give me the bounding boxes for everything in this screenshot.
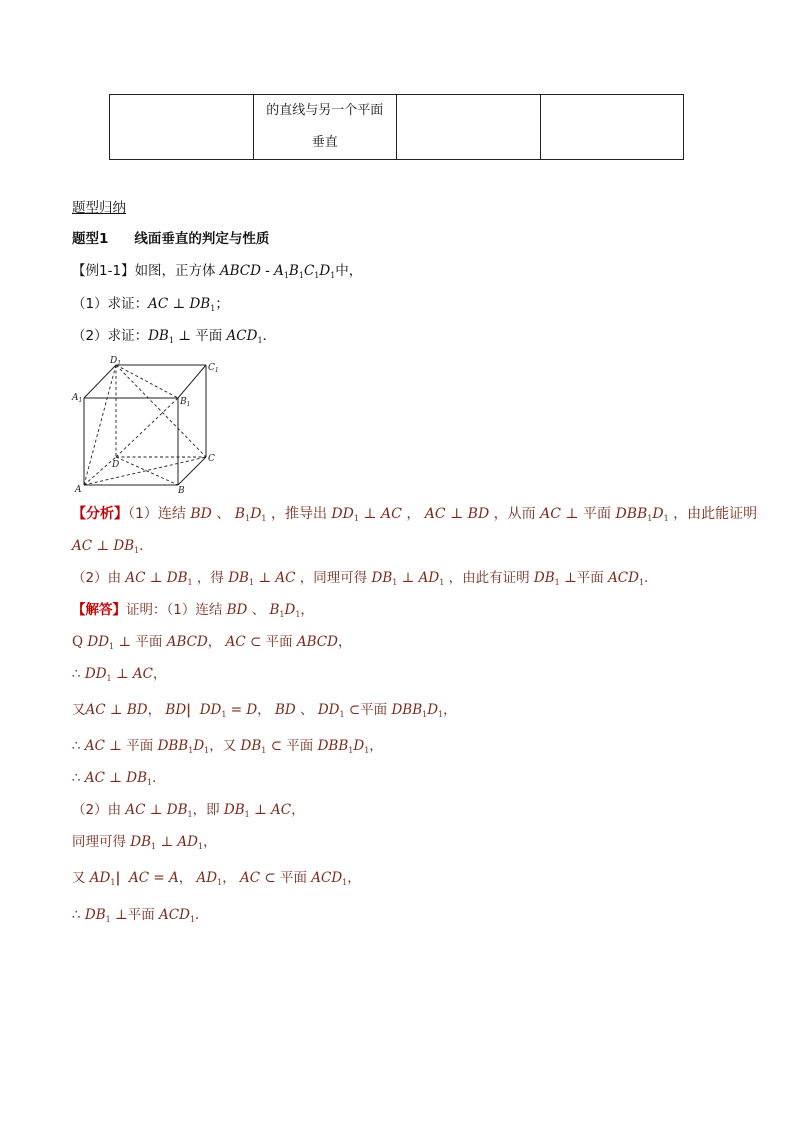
label-d: D: [112, 460, 120, 470]
table-cell: [540, 95, 684, 160]
analysis-text: ，从而: [493, 506, 536, 522]
property-table-fragment: [109, 94, 684, 160]
solution-text: 证明：（1）连结: [126, 602, 223, 618]
solution-line-6: ∴ AC ⊥ $DB_1$．: [72, 770, 166, 787]
plane-word: 平面: [135, 634, 163, 650]
solution-line-7: （2）由 AC ⊥ $DB_1$，即 $DB_1$ ⊥ AC，: [72, 802, 305, 819]
table-row: [110, 95, 684, 160]
label-b: B: [178, 486, 185, 496]
plane-word: 平面: [126, 738, 154, 754]
analysis-text: ，: [406, 506, 421, 522]
plane-word: 平面: [279, 870, 307, 886]
therefore-symbol: ∴: [72, 770, 81, 786]
plane-word: 平面: [195, 328, 223, 344]
q1-prefix: （1）求证：: [72, 296, 149, 312]
solution-line-10: ∴ $DB_1$ ⊥平面 $ACD_1$．: [72, 907, 209, 924]
analysis-text: ，推导出: [270, 506, 327, 522]
because-symbol: Q: [72, 634, 84, 650]
solution-line-8: 同理可得 $DB_1$ ⊥ $AD_1$，: [72, 834, 217, 851]
q1-formula: AC ⊥ $DB_1$: [148, 296, 216, 313]
table-cell: [110, 95, 254, 160]
diagonal-d1b1: [116, 365, 178, 398]
topic-heading: [72, 229, 269, 249]
cell-text-line2: 垂直: [311, 135, 338, 150]
separator: 、: [300, 702, 314, 718]
plane-word: 平面: [360, 702, 388, 718]
analysis-text: ，得: [196, 570, 224, 586]
diagonal-db: [116, 457, 178, 485]
q2-prefix: （2）求证：: [72, 328, 149, 344]
diagonal-db1: [116, 398, 178, 457]
diagonal-d1c: [116, 365, 206, 457]
label-c1: $C_1$: [208, 363, 219, 374]
question-1: （1）求证：AC ⊥ $DB_1$；: [72, 296, 229, 313]
section-title: 题型归纳: [72, 200, 126, 216]
topic-title: 线面垂直的判定与性质: [134, 231, 270, 247]
cell-text-line1: 的直线与另一个平面: [266, 103, 384, 118]
plane-word: 平面: [265, 634, 293, 650]
also-word: 又: [72, 702, 86, 718]
topic-label: 题型1: [72, 231, 109, 247]
analysis-text: ，同理可得: [299, 570, 368, 586]
therefore-symbol: ∴: [72, 907, 81, 923]
also-word: 又: [72, 870, 86, 886]
edge-bc: [178, 457, 206, 485]
label-c: C: [208, 454, 215, 464]
therefore-symbol: ∴: [72, 666, 81, 682]
solution-line-1: 【解答】证明：（1）连结 BD 、 $B_1D_1$，: [72, 602, 314, 619]
analysis-tag: 【分析】: [72, 506, 128, 522]
solution-line-4: 又AC ⊥ BD， BD| $DD_1 = D$， BD 、 $DD_1$ ⊂平面 $DBB_1D_1$，: [72, 702, 457, 719]
label-d1: $D_1$: [110, 356, 122, 367]
example-line: [72, 261, 362, 286]
question-2: （2）求证：$DB_1$ ⊥ 平面 $ACD_1$．: [72, 328, 277, 345]
plane-word: 平面: [286, 738, 314, 754]
solution-line-2: Q $DD_1$ ⊥ 平面 ABCD， AC ⊂ 平面 ABCD，: [72, 634, 352, 651]
solution-line-3: ∴ $DD_1$ ⊥ AC，: [72, 666, 167, 683]
edge-b1c1: [178, 365, 206, 398]
example-text: 如图，正方体: [134, 263, 216, 279]
plane-word: 平面: [583, 506, 612, 522]
solid-name: ABCD - $A_1B_1C_1D_1$: [219, 263, 336, 280]
solid-prefix: ABCD - A: [219, 263, 284, 279]
solution-tag: 【解答】: [72, 602, 126, 618]
separator: 、: [216, 506, 231, 522]
label-b1: $B_1$: [180, 397, 191, 408]
analysis-line-2: （2）由 AC ⊥ $DB_1$ ，得 $DB_1$ ⊥ AC ，同理可得 $DB_1$ ⊥ $AD_1$ ，由此有证明 $DB_1$ ⊥平面 $ACD_1$．: [72, 570, 658, 587]
also-word: 又: [222, 738, 237, 754]
solution-text: （2）由: [72, 802, 122, 818]
example-end: 中，: [335, 263, 363, 279]
solution-line-5: ∴ AC ⊥ 平面 $DBB_1D_1$，又 $DB_1$ ⊂ 平面 $DBB_1D_1$，: [72, 738, 383, 755]
analysis-line-1b: AC ⊥ $DB_1$．: [72, 538, 153, 555]
label-a: A: [75, 485, 82, 495]
analysis-text: （1）连结: [128, 506, 186, 522]
example-label: 【例1-1】: [72, 263, 135, 279]
solution-line-9: 又 $AD_1|$ AC = A， $AD_1$， AC ⊂ 平面 $ACD_1$，: [72, 870, 361, 887]
plane-word: 平面: [576, 570, 604, 586]
plane-word: 平面: [127, 907, 155, 923]
therefore-symbol: ∴: [72, 738, 81, 754]
analysis-text: ，由此能证明: [673, 506, 758, 522]
separator: 、: [251, 602, 266, 618]
solution-text: ，即: [192, 802, 220, 818]
label-a1: $A_1$: [72, 393, 83, 404]
table-cell: [397, 95, 541, 160]
solution-text: 同理可得: [72, 834, 126, 850]
diagonal-ac: [84, 457, 206, 485]
q2-formula: $DB_1$ ⊥ 平面 $ACD_1$: [148, 328, 263, 345]
analysis-text: （2）由: [72, 570, 122, 586]
analysis-line-1: 【分析】（1）连结 BD 、 $B_1D_1$ ，推导出 $DD_1$ ⊥ AC ， AC ⊥ BD ，从而 AC ⊥ 平面 $DBB_1D_1$ ，由此能证明: [72, 506, 758, 523]
table-cell: [253, 95, 397, 160]
cube-figure: [70, 352, 220, 497]
analysis-text: ，由此有证明: [448, 570, 530, 586]
